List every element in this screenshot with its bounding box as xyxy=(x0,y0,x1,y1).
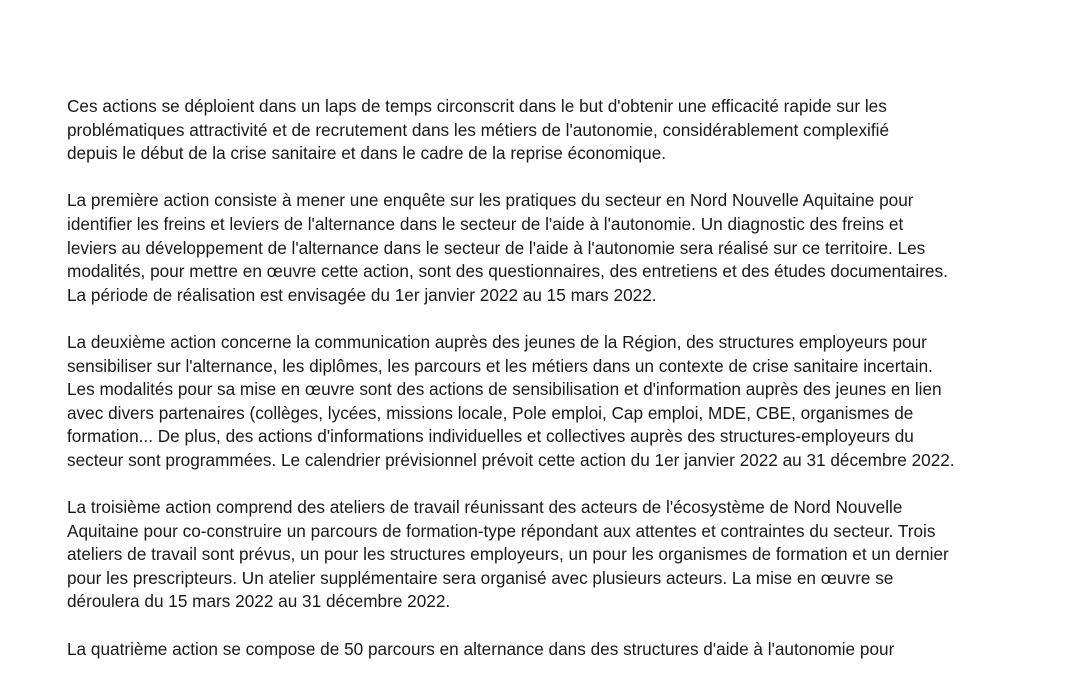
text-line: depuis le début de la crise sanitaire et dans le cadre de la reprise économique. xyxy=(67,143,667,164)
text-line: formation... De plus, des actions d'informations individuelles et collectives auprès des structures-employeurs du xyxy=(67,426,914,447)
paragraph xyxy=(67,189,1027,307)
paragraph xyxy=(67,95,1027,166)
paragraph xyxy=(67,331,1027,473)
text-line: Ces actions se déploient dans un laps de temps circonscrit dans le but d'obtenir une efficacité rapide sur les xyxy=(67,96,887,116)
text-line: Aquitaine pour co-construire un parcours de formation-type répondant aux attentes et contraintes du secteur. Trois xyxy=(67,520,936,541)
text-line: La quatrième action se compose de 50 parcours en alternance dans des structures d'aide à l'autonomie pour xyxy=(67,638,895,659)
text-line: La première action consiste à mener une enquête sur les pratiques du secteur en Nord Nouvelle Aquitaine pour xyxy=(67,190,914,211)
text-line: ateliers de travail sont prévus, un pour les structures employeurs, un pour les organismes de formation et un dernier xyxy=(67,544,949,565)
text-line: avec divers partenaires (collèges, lycées, missions locale, Pole emploi, Cap emploi, MDE, CBE, organismes de xyxy=(67,402,914,423)
text-line: La période de réalisation est envisagée du 1er janvier 2022 au 15 mars 2022. xyxy=(67,284,657,305)
paragraph xyxy=(67,496,1027,614)
text-line: Les modalités pour sa mise en œuvre sont des actions de sensibilisation et d'information auprès des jeunes en lien xyxy=(67,379,942,400)
text-line: La troisième action comprend des ateliers de travail réunissant des acteurs de l'écosystème de Nord Nouvelle xyxy=(67,497,903,518)
document-body xyxy=(67,95,1027,661)
text-line: identifier les freins et leviers de l'alternance dans le secteur de l'aide à l'autonomie. Un diagnostic des freins et xyxy=(67,213,904,234)
text-line: sensibiliser sur l'alternance, les diplômes, les parcours et les métiers dans un contexte de crise sanitaire incertain. xyxy=(67,355,933,376)
text-line: leviers au développement de l'alternance dans le secteur de l'aide à l'autonomie sera réalisé sur ce territoire. Les xyxy=(67,237,926,258)
text-line: déroulera du 15 mars 2022 au 31 décembre 2022. xyxy=(67,591,451,612)
text-line: problématiques attractivité et de recrutement dans les métiers de l'autonomie, considérablement complexifié xyxy=(67,119,890,140)
document-page xyxy=(67,95,1027,685)
text-line: modalités, pour mettre en œuvre cette action, sont des questionnaires, des entretiens et des études documentaires. xyxy=(67,261,948,282)
text-line: secteur sont programmées. Le calendrier prévisionnel prévoit cette action du 1er janvier 2022 au 31 décembre 2022. xyxy=(67,449,955,470)
paragraph xyxy=(67,638,1027,662)
text-line: pour les prescripteurs. Un atelier supplémentaire sera organisé avec plusieurs acteurs. La mise en œuvre se xyxy=(67,567,894,588)
text-line: La deuxième action concerne la communication auprès des jeunes de la Région, des structures employeurs pour xyxy=(67,331,927,352)
